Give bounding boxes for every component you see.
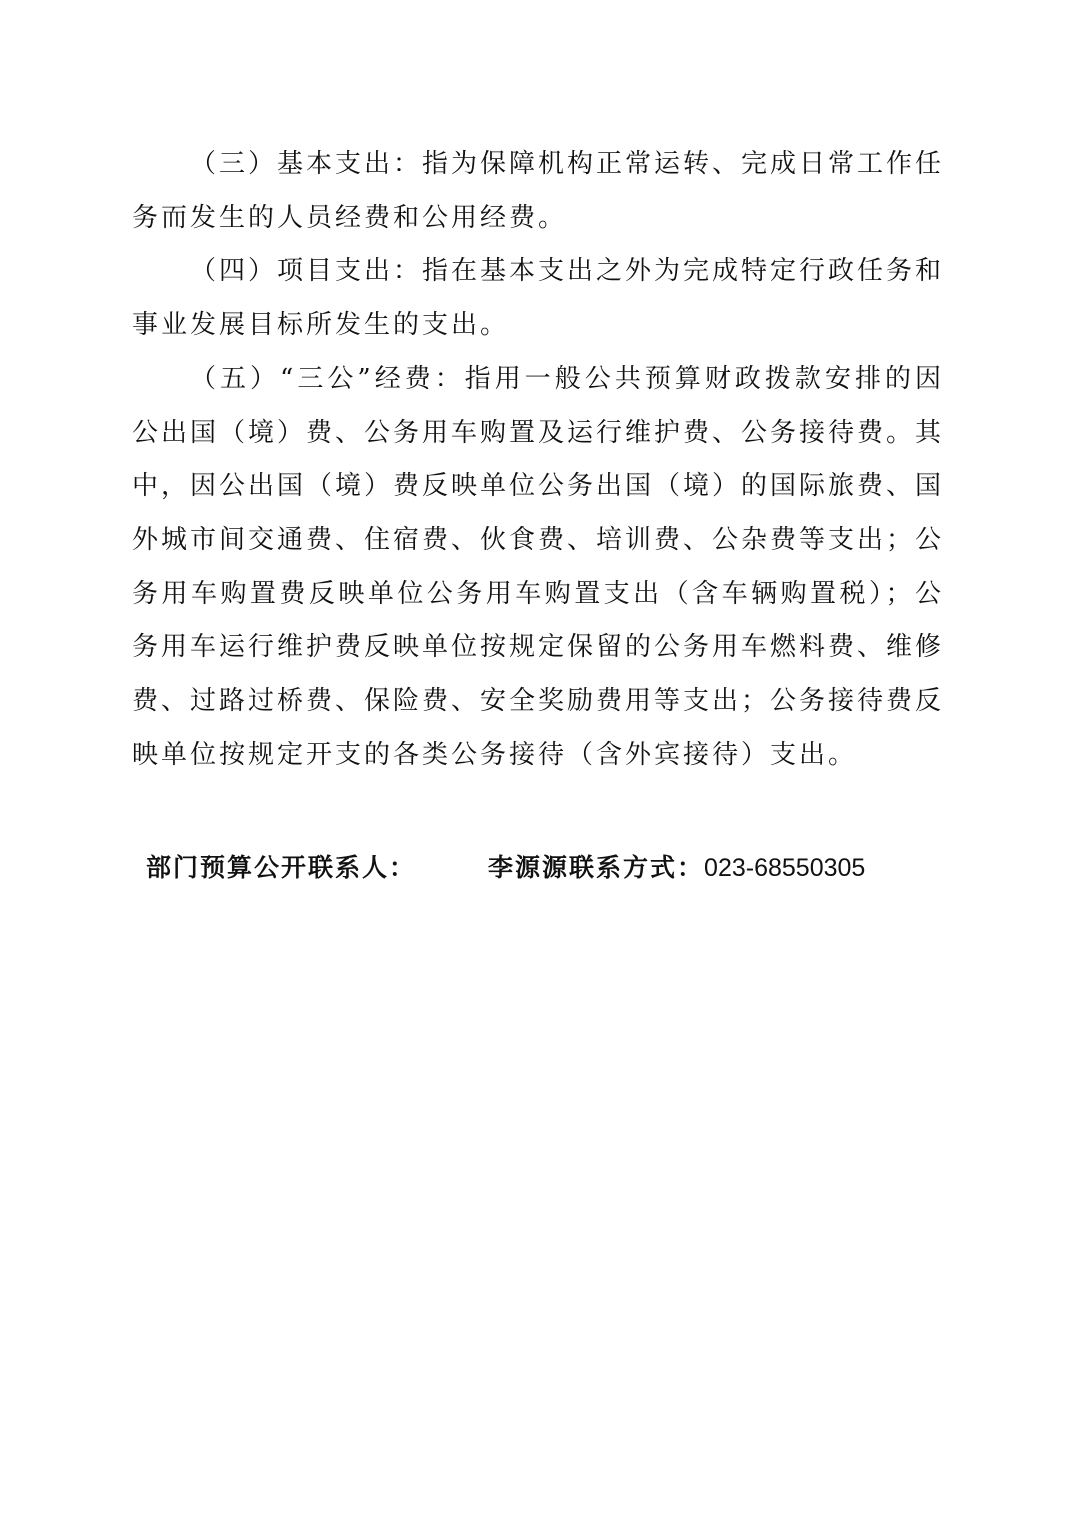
contact-phone-label: 联系方式： xyxy=(569,853,705,882)
paragraph-project-expenditure: （四）项目支出：指在基本支出之外为完成特定行政任务和事业发展目标所发生的支出。 xyxy=(132,256,945,341)
paragraph-basic-expenditure: （三）基本支出：指为保障机构正常运转、完成日常工作任务而发生的人员经费和公用经费。 xyxy=(132,149,945,233)
contact-person-name: 李源源 xyxy=(488,853,570,882)
paragraph-three-public-expenses: （五）“三公”经费：指用一般公共预算财政拨款安排的因公出国（境）费、公务用车购置及运行维护费、公务接待费。其中，因公出国（境）费反映单位公务出国（境）的国际旅费、国外城市间交通费、住宿费、伙食费、培训费、公杂费等支出；公务用车购置费反映单位公务用车购置支出（含车辆购置税）；公务用车运行维护费反映单位按规定保留的公务用车燃料费、维修费、过路过桥费、保险费、安全奖励费用等支出；公务接待费反映单位按规定开支的各类公务接待（含外宾接待）支出。 xyxy=(132,363,945,770)
contact-line xyxy=(146,848,946,888)
contact-phone-number: 023-68550305 xyxy=(704,854,866,882)
document-body xyxy=(132,138,944,782)
contact-person-label: 部门预算公开联系人： xyxy=(146,853,417,882)
